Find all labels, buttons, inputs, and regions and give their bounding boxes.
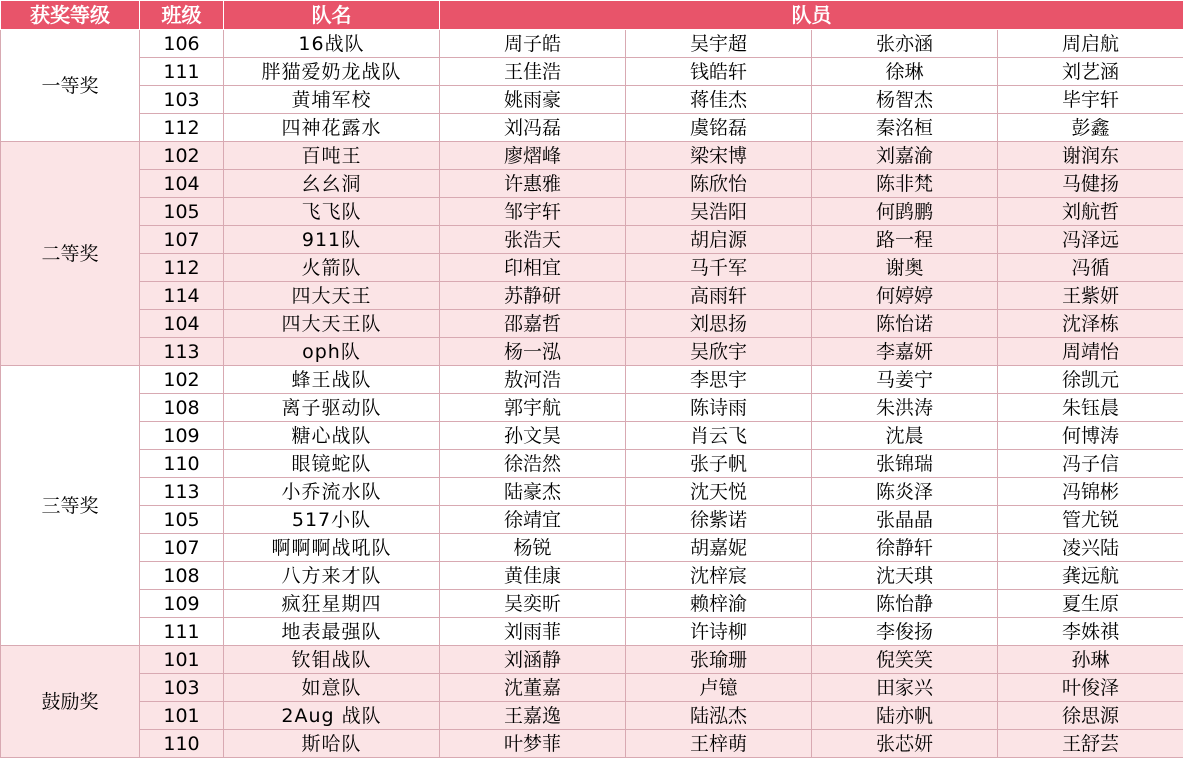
- member-cell: 杨一泓: [440, 338, 626, 366]
- member-cell: 胡嘉妮: [626, 534, 812, 562]
- team-name-cell: 糖心战队: [224, 422, 440, 450]
- table-row: [1, 618, 1183, 646]
- member-cell: 张晶晶: [812, 506, 998, 534]
- class-cell: 111: [140, 618, 224, 646]
- team-name-cell: 火箭队: [224, 254, 440, 282]
- table-row: [1, 590, 1183, 618]
- member-cell: 张子帆: [626, 450, 812, 478]
- member-cell: 刘涵静: [440, 646, 626, 674]
- member-cell: 沈晨: [812, 422, 998, 450]
- member-cell: 陈怡诺: [812, 310, 998, 338]
- member-cell: 冯循: [998, 254, 1183, 282]
- table-row: [1, 338, 1183, 366]
- team-name-cell: 斯哈队: [224, 730, 440, 758]
- member-cell: 凌兴陆: [998, 534, 1183, 562]
- member-cell: 何博涛: [998, 422, 1183, 450]
- table-row: [1, 282, 1183, 310]
- member-cell: 虞铭磊: [626, 114, 812, 142]
- member-cell: 黄佳康: [440, 562, 626, 590]
- member-cell: 张瑜珊: [626, 646, 812, 674]
- member-cell: 吴宇超: [626, 30, 812, 58]
- member-cell: 刘思扬: [626, 310, 812, 338]
- member-cell: 苏静研: [440, 282, 626, 310]
- member-cell: 刘航哲: [998, 198, 1183, 226]
- member-cell: 邹宇轩: [440, 198, 626, 226]
- table-row: [1, 534, 1183, 562]
- member-cell: 叶梦菲: [440, 730, 626, 758]
- member-cell: 沈董嘉: [440, 674, 626, 702]
- member-cell: 周子皓: [440, 30, 626, 58]
- member-cell: 邵嘉哲: [440, 310, 626, 338]
- member-cell: 陈炎泽: [812, 478, 998, 506]
- team-name-cell: 八方来才队: [224, 562, 440, 590]
- header-class: 班级: [140, 1, 224, 30]
- member-cell: 陈怡静: [812, 590, 998, 618]
- member-cell: 何婷婷: [812, 282, 998, 310]
- member-cell: 卢镱: [626, 674, 812, 702]
- table-body: [1, 30, 1183, 758]
- member-cell: 田家兴: [812, 674, 998, 702]
- header-members: 队员: [440, 1, 1183, 30]
- class-cell: 110: [140, 450, 224, 478]
- class-cell: 107: [140, 534, 224, 562]
- member-cell: 沈泽栋: [998, 310, 1183, 338]
- header-level: 获奖等级: [1, 1, 140, 30]
- team-name-cell: 16战队: [224, 30, 440, 58]
- member-cell: 吴奕昕: [440, 590, 626, 618]
- member-cell: 刘艺涵: [998, 58, 1183, 86]
- member-cell: 张亦涵: [812, 30, 998, 58]
- member-cell: 陈非梵: [812, 170, 998, 198]
- member-cell: 路一程: [812, 226, 998, 254]
- class-cell: 105: [140, 506, 224, 534]
- class-cell: 109: [140, 422, 224, 450]
- class-cell: 104: [140, 310, 224, 338]
- member-cell: 夏生原: [998, 590, 1183, 618]
- table-row: [1, 394, 1183, 422]
- member-cell: 叶俊泽: [998, 674, 1183, 702]
- member-cell: 毕宇轩: [998, 86, 1183, 114]
- member-cell: 谢润东: [998, 142, 1183, 170]
- team-name-cell: 钦钼战队: [224, 646, 440, 674]
- member-cell: 徐思源: [998, 702, 1183, 730]
- member-cell: 刘雨菲: [440, 618, 626, 646]
- table-row: [1, 702, 1183, 730]
- team-name-cell: 四大天王队: [224, 310, 440, 338]
- member-cell: 张浩天: [440, 226, 626, 254]
- team-name-cell: oph队: [224, 338, 440, 366]
- member-cell: 沈梓宸: [626, 562, 812, 590]
- team-name-cell: 四神花露水: [224, 114, 440, 142]
- table-row: [1, 450, 1183, 478]
- member-cell: 陈诗雨: [626, 394, 812, 422]
- member-cell: 陆亦帆: [812, 702, 998, 730]
- header-row: [1, 1, 1183, 30]
- member-cell: 肖云飞: [626, 422, 812, 450]
- member-cell: 高雨轩: [626, 282, 812, 310]
- member-cell: 吴浩阳: [626, 198, 812, 226]
- member-cell: 廖熠峰: [440, 142, 626, 170]
- member-cell: 王佳浩: [440, 58, 626, 86]
- member-cell: 马千军: [626, 254, 812, 282]
- member-cell: 敖河浩: [440, 366, 626, 394]
- team-name-cell: 眼镜蛇队: [224, 450, 440, 478]
- table-row: [1, 86, 1183, 114]
- member-cell: 朱洪涛: [812, 394, 998, 422]
- team-name-cell: 离子驱动队: [224, 394, 440, 422]
- member-cell: 彭鑫: [998, 114, 1183, 142]
- member-cell: 王紫妍: [998, 282, 1183, 310]
- member-cell: 李姝祺: [998, 618, 1183, 646]
- class-cell: 102: [140, 142, 224, 170]
- team-name-cell: 幺幺洞: [224, 170, 440, 198]
- award-level-cell: 三等奖: [1, 366, 140, 646]
- team-name-cell: 小乔流水队: [224, 478, 440, 506]
- team-name-cell: 飞飞队: [224, 198, 440, 226]
- class-cell: 104: [140, 170, 224, 198]
- member-cell: 钱皓轩: [626, 58, 812, 86]
- class-cell: 103: [140, 674, 224, 702]
- member-cell: 马健扬: [998, 170, 1183, 198]
- member-cell: 管尤锐: [998, 506, 1183, 534]
- table-row: [1, 366, 1183, 394]
- member-cell: 冯子信: [998, 450, 1183, 478]
- class-cell: 107: [140, 226, 224, 254]
- member-cell: 刘冯磊: [440, 114, 626, 142]
- member-cell: 徐凯元: [998, 366, 1183, 394]
- member-cell: 徐靖宜: [440, 506, 626, 534]
- member-cell: 陆豪杰: [440, 478, 626, 506]
- class-cell: 113: [140, 478, 224, 506]
- member-cell: 张锦瑞: [812, 450, 998, 478]
- member-cell: 李思宇: [626, 366, 812, 394]
- table-row: [1, 142, 1183, 170]
- class-cell: 110: [140, 730, 224, 758]
- member-cell: 沈天悦: [626, 478, 812, 506]
- member-cell: 许惠雅: [440, 170, 626, 198]
- member-cell: 吴欣宇: [626, 338, 812, 366]
- member-cell: 徐紫诺: [626, 506, 812, 534]
- team-name-cell: 地表最强队: [224, 618, 440, 646]
- member-cell: 李嘉妍: [812, 338, 998, 366]
- member-cell: 徐琳: [812, 58, 998, 86]
- team-name-cell: 黄埔军校: [224, 86, 440, 114]
- team-name-cell: 蜂王战队: [224, 366, 440, 394]
- class-cell: 108: [140, 562, 224, 590]
- header-team: 队名: [224, 1, 440, 30]
- team-name-cell: 百吨王: [224, 142, 440, 170]
- class-cell: 102: [140, 366, 224, 394]
- member-cell: 蒋佳杰: [626, 86, 812, 114]
- member-cell: 冯锦彬: [998, 478, 1183, 506]
- member-cell: 周启航: [998, 30, 1183, 58]
- member-cell: 孙琳: [998, 646, 1183, 674]
- class-cell: 109: [140, 590, 224, 618]
- class-cell: 108: [140, 394, 224, 422]
- class-cell: 112: [140, 114, 224, 142]
- class-cell: 111: [140, 58, 224, 86]
- table-row: [1, 226, 1183, 254]
- table-row: [1, 478, 1183, 506]
- award-level-cell: 一等奖: [1, 30, 140, 142]
- member-cell: 郭宇航: [440, 394, 626, 422]
- member-cell: 陈欣怡: [626, 170, 812, 198]
- table-row: [1, 30, 1183, 58]
- member-cell: 王舒芸: [998, 730, 1183, 758]
- team-name-cell: 2Aug 战队: [224, 702, 440, 730]
- member-cell: 王梓萌: [626, 730, 812, 758]
- member-cell: 赖梓渝: [626, 590, 812, 618]
- member-cell: 姚雨豪: [440, 86, 626, 114]
- member-cell: 许诗柳: [626, 618, 812, 646]
- member-cell: 龚远航: [998, 562, 1183, 590]
- team-name-cell: 517小队: [224, 506, 440, 534]
- member-cell: 沈天琪: [812, 562, 998, 590]
- member-cell: 杨智杰: [812, 86, 998, 114]
- table-row: [1, 254, 1183, 282]
- member-cell: 陆泓杰: [626, 702, 812, 730]
- member-cell: 朱钰晨: [998, 394, 1183, 422]
- table-row: [1, 730, 1183, 758]
- member-cell: 徐浩然: [440, 450, 626, 478]
- class-cell: 112: [140, 254, 224, 282]
- member-cell: 印相宜: [440, 254, 626, 282]
- class-cell: 114: [140, 282, 224, 310]
- member-cell: 冯泽远: [998, 226, 1183, 254]
- team-name-cell: 啊啊啊战吼队: [224, 534, 440, 562]
- team-name-cell: 胖猫爱奶龙战队: [224, 58, 440, 86]
- member-cell: 何鹍鹏: [812, 198, 998, 226]
- member-cell: 张芯妍: [812, 730, 998, 758]
- class-cell: 106: [140, 30, 224, 58]
- class-cell: 113: [140, 338, 224, 366]
- award-level-cell: 鼓励奖: [1, 646, 140, 758]
- member-cell: 李俊扬: [812, 618, 998, 646]
- class-cell: 101: [140, 646, 224, 674]
- class-cell: 101: [140, 702, 224, 730]
- award-level-cell: 二等奖: [1, 142, 140, 366]
- table-row: [1, 198, 1183, 226]
- member-cell: 马姜宁: [812, 366, 998, 394]
- table-row: [1, 562, 1183, 590]
- table-row: [1, 170, 1183, 198]
- member-cell: 孙文昊: [440, 422, 626, 450]
- member-cell: 王嘉逸: [440, 702, 626, 730]
- table-row: [1, 646, 1183, 674]
- team-name-cell: 疯狂星期四: [224, 590, 440, 618]
- table-row: [1, 422, 1183, 450]
- class-cell: 105: [140, 198, 224, 226]
- table-row: [1, 114, 1183, 142]
- member-cell: 胡启源: [626, 226, 812, 254]
- member-cell: 周靖怡: [998, 338, 1183, 366]
- table-row: [1, 310, 1183, 338]
- table-row: [1, 506, 1183, 534]
- team-name-cell: 911队: [224, 226, 440, 254]
- member-cell: 杨锐: [440, 534, 626, 562]
- member-cell: 梁宋博: [626, 142, 812, 170]
- member-cell: 倪笑笑: [812, 646, 998, 674]
- table-row: [1, 58, 1183, 86]
- member-cell: 谢奥: [812, 254, 998, 282]
- member-cell: 刘嘉渝: [812, 142, 998, 170]
- table-row: [1, 674, 1183, 702]
- class-cell: 103: [140, 86, 224, 114]
- member-cell: 徐静轩: [812, 534, 998, 562]
- member-cell: 秦洺桓: [812, 114, 998, 142]
- team-name-cell: 如意队: [224, 674, 440, 702]
- team-name-cell: 四大天王: [224, 282, 440, 310]
